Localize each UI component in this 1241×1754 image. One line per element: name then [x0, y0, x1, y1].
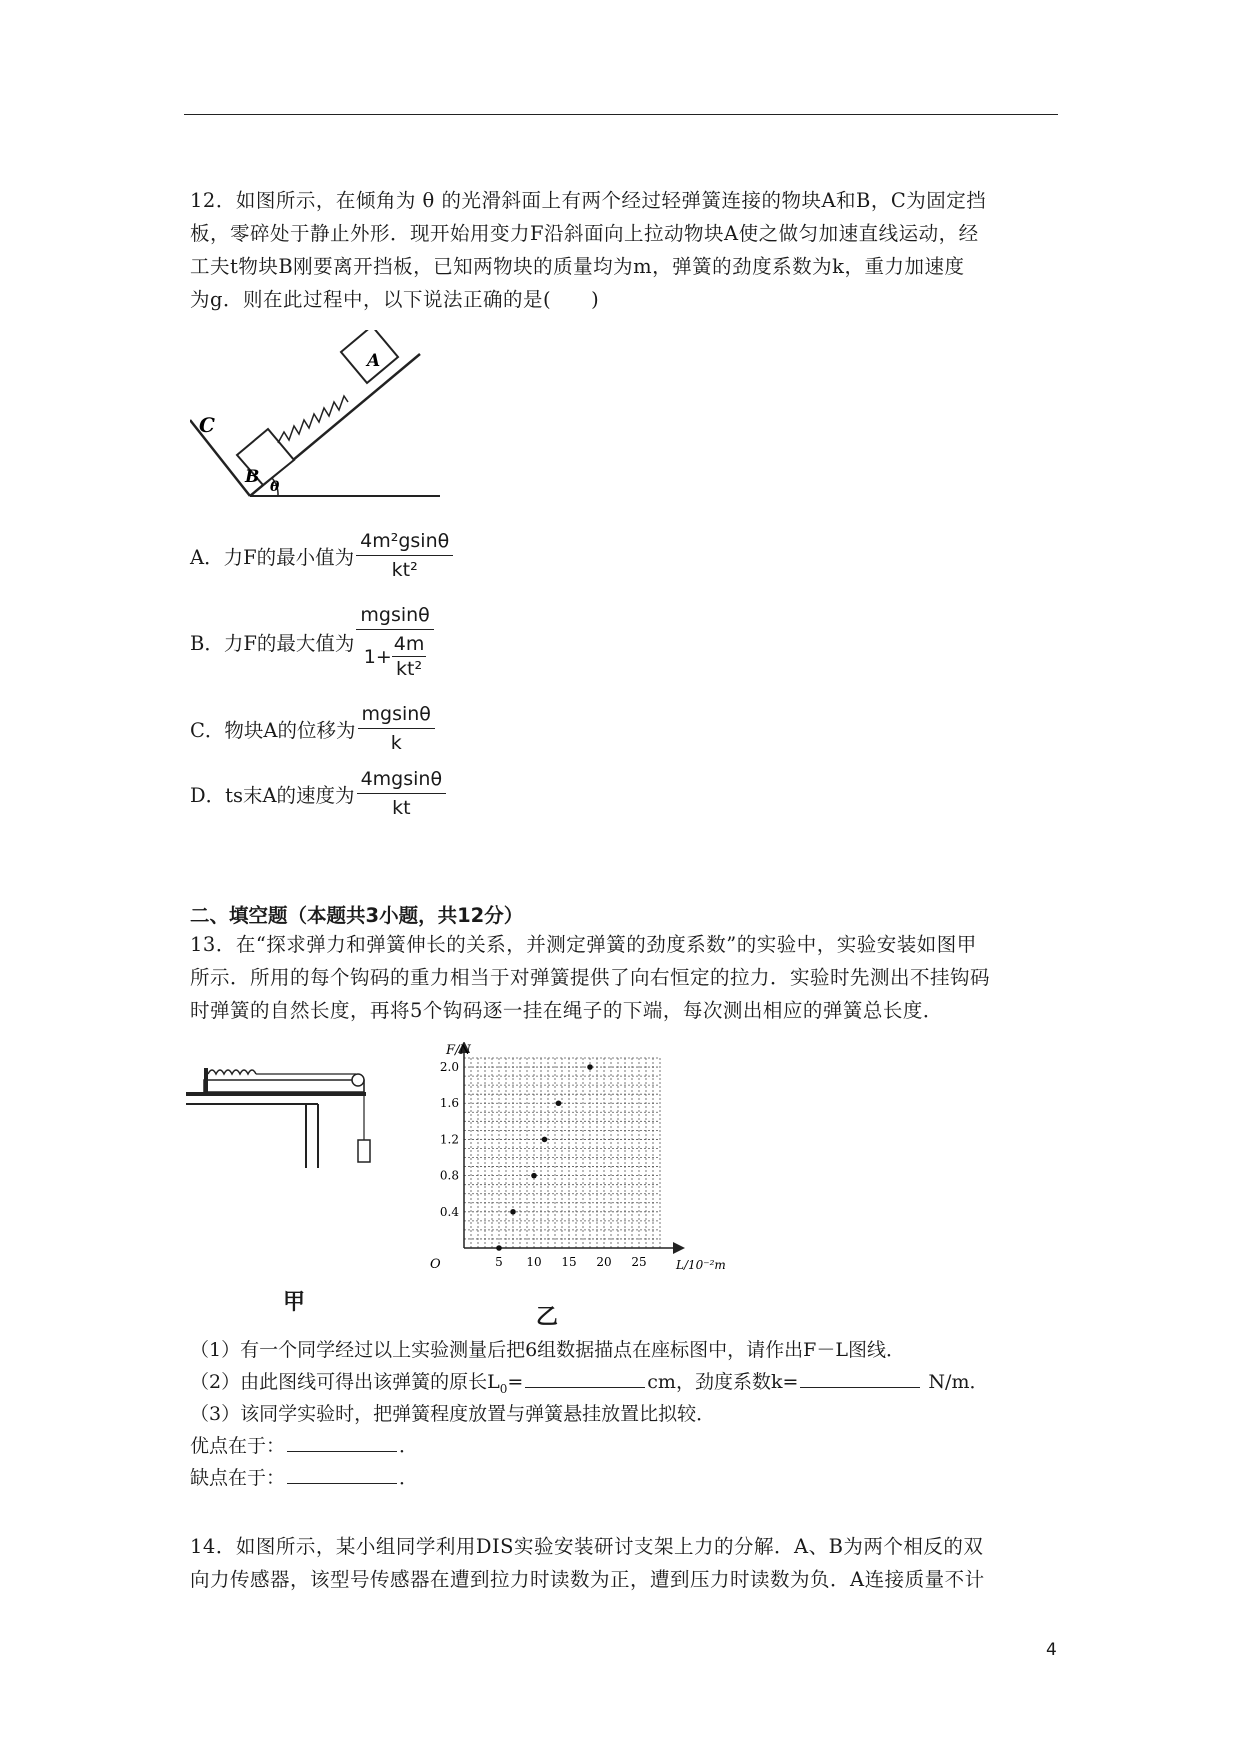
option-c[interactable]	[190, 703, 435, 754]
spring-coil	[208, 1070, 256, 1074]
data-point	[556, 1100, 562, 1106]
q14-line: 14．如图所示，某小组同学利用DIS实验安装研讨支架上力的分解．A、B为两个相反的双	[190, 1535, 984, 1558]
y-axis-label: F/N	[446, 1043, 471, 1058]
data-point	[542, 1137, 548, 1143]
disadvantage-label: 缺点在于：	[190, 1467, 286, 1489]
hooked-weights	[358, 1140, 370, 1162]
x-tick-label: 15	[561, 1255, 577, 1269]
y-tick-label: 2.0	[439, 1060, 459, 1075]
x-tick-label: 5	[495, 1255, 503, 1269]
label-theta: θ	[270, 479, 280, 495]
advantage-end: ．	[399, 1435, 419, 1457]
advantage-line	[190, 1430, 418, 1462]
disadvantage-line	[190, 1462, 418, 1494]
option-b-den-prefix: 1+	[363, 645, 392, 668]
question-14-text	[190, 1530, 1060, 1596]
option-c-numerator: mgsinθ	[358, 703, 435, 729]
spring	[278, 396, 348, 443]
y-tick-label: 0.4	[439, 1204, 459, 1219]
option-d-numerator: 4mgsinθ	[357, 768, 447, 794]
x-tick-label: 10	[526, 1255, 542, 1269]
option-c-text: C．物块A的位移为	[190, 718, 356, 742]
y-tick-label: 0.8	[439, 1168, 459, 1183]
q13-line: 所示．所用的每个钩码的重力相当于对弹簧提供了向右恒定的拉力．实验时先测出不挂钩码	[190, 966, 991, 989]
data-point	[587, 1064, 593, 1070]
question-12-text	[190, 184, 1060, 316]
data-point	[510, 1209, 516, 1215]
q14-line: 向力传感器，该型号传感器在遭到拉力时读数为正，遭到压力时读数为负．A连接质量不计	[190, 1568, 985, 1591]
advantage-label: 优点在于：	[190, 1435, 286, 1457]
label-b: B	[245, 467, 260, 487]
option-b-inner-fraction	[392, 633, 427, 680]
option-b-denominator	[364, 630, 427, 680]
option-d-text: D．ts末A的速度为	[190, 783, 355, 807]
disadvantage-end: ．	[399, 1467, 419, 1489]
option-d-fraction	[357, 768, 447, 819]
q12-line: 板，零碎处于静止外形．现开始用变力F沿斜面向上拉动物块A使之做匀加速直线运动，经	[190, 222, 979, 245]
option-a-fraction	[356, 530, 453, 581]
sub2-text-b: =	[507, 1371, 524, 1393]
fl-scatter-chart	[420, 1042, 730, 1282]
x-tick-label: 25	[631, 1255, 647, 1269]
spring-constant-blank[interactable]	[800, 1367, 920, 1388]
data-point	[496, 1245, 502, 1251]
data-point	[531, 1173, 537, 1179]
caption-jia: 甲	[283, 1290, 306, 1315]
page-number: 4	[1046, 1640, 1057, 1660]
option-b-fraction	[356, 604, 433, 680]
x-axis-label: L/10⁻²m	[676, 1258, 726, 1272]
question-13-text	[190, 928, 1060, 1027]
option-b-text: B．力F的最大值为	[190, 632, 355, 655]
option-a-numerator: 4m²gsinθ	[356, 530, 453, 556]
sub2-text-a: （2）由此图线可得出该弹簧的原长L	[190, 1371, 500, 1393]
apparatus-figure	[186, 1058, 396, 1178]
option-a-text: A．力F的最小值为	[190, 545, 355, 569]
caption-yi: 乙	[536, 1305, 559, 1330]
option-b-inner-den: kt²	[396, 658, 423, 680]
pulley	[352, 1074, 364, 1086]
q13-line: 13．在“探求弹力和弹簧伸长的关系，并测定弹簧的劲度系数”的实验中，实验安装如图甲	[190, 933, 977, 956]
section-heading: 二、填空题（本题共3小题，共12分）	[190, 904, 524, 927]
incline-figure	[190, 330, 450, 510]
disadvantage-blank[interactable]	[287, 1463, 397, 1484]
y-tick-label: 1.2	[439, 1132, 459, 1147]
option-c-denominator: k	[390, 732, 402, 754]
sub2-subscript: 0	[499, 1381, 508, 1396]
chart-grid	[464, 1058, 660, 1248]
x-tick-label: 20	[596, 1255, 612, 1269]
sub-question-1: （1）有一个同学经过以上实验测量后把6组数据描点在座标图中，请作出F－L图线．	[190, 1339, 905, 1361]
original-length-blank[interactable]	[525, 1367, 645, 1388]
q13-line: 时弹簧的自然长度，再将5个钩码逐一挂在绳子的下端，每次测出相应的弹簧总长度．	[190, 999, 943, 1022]
option-d[interactable]	[190, 768, 446, 819]
option-d-denominator: kt	[392, 797, 411, 819]
origin-label: O	[430, 1257, 441, 1272]
ruler	[204, 1080, 364, 1092]
label-c: C	[199, 413, 215, 437]
header-rule	[184, 114, 1058, 115]
sub-question-3: （3）该同学实验时，把弹簧程度放置与弹簧悬挂放置比拟较．	[190, 1403, 716, 1425]
option-b-numerator: mgsinθ	[356, 604, 433, 630]
sub2-text-c: cm，劲度系数k=	[647, 1371, 799, 1393]
option-c-fraction	[358, 703, 435, 754]
label-a: A	[367, 351, 381, 371]
q12-line: 为g．则在此过程中，以下说法正确的是( )	[190, 288, 600, 311]
spring-mount	[204, 1068, 208, 1092]
option-b-inner-num: 4m	[393, 633, 425, 655]
option-a[interactable]	[190, 530, 453, 581]
option-a-denominator: kt²	[391, 559, 418, 581]
y-tick-label: 1.6	[439, 1096, 459, 1111]
sub2-text-d: N/m．	[922, 1371, 989, 1393]
advantage-blank[interactable]	[287, 1431, 397, 1452]
option-b[interactable]	[190, 604, 434, 680]
q12-line: 工夫t物块B刚要离开挡板，已知两物块的质量均为m，弹簧的劲度系数为k，重力加速度	[190, 255, 965, 278]
q12-line: 12．如图所示，在倾角为 θ 的光滑斜面上有两个经过轻弹簧连接的物块A和B，C为固定挡	[190, 189, 987, 212]
